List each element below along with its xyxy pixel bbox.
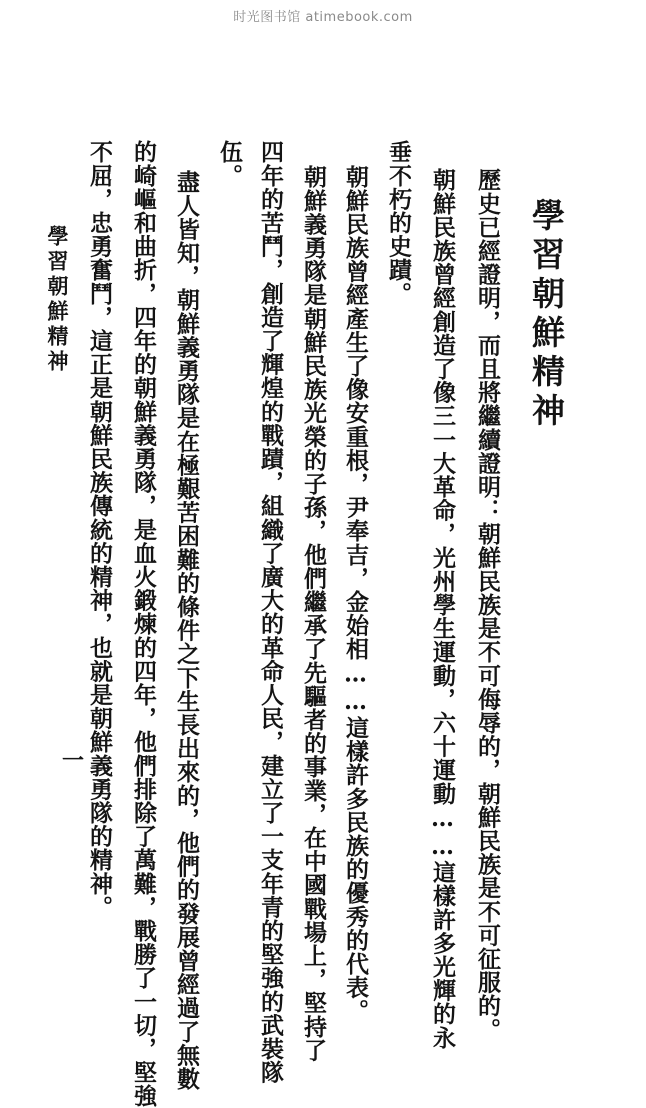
text-column-8: 盡人皆知，朝鮮義勇隊是在極艱苦困難的條件之下生長出來的，他們的發展曾經過了無數 [173,170,200,1091]
text-column-3: 垂不朽的史蹟。 [385,140,412,306]
text-column-2: 朝鮮民族曾經創造了像三一大革命，光州學生運動，六十運動……這樣許多光輝的永 [429,168,456,1050]
running-footer: 學習朝鮮精神 [45,225,70,375]
page-title: 學習朝鮮精神 [527,198,566,432]
text-column-6: 四年的苦鬥，創造了輝煌的戰蹟，組織了廣大的革命人民，建立了一支年青的堅強的武裝隊 [257,140,284,1084]
text-column-10: 不屈，忠勇奮鬥，這正是朝鮮民族傳統的精神，也就是朝鮮義勇隊的精神。 [86,140,113,919]
page-number: 一 [62,748,85,774]
text-column-9: 的崎嶇和曲折，四年的朝鮮義勇隊，是血火鍛煉的四年，他們排除了萬難，戰勝了一切，堅強 [130,140,157,1108]
text-column-1: 歷史已經證明，而且將繼續證明：朝鮮民族是不可侮辱的，朝鮮民族是不可征服的。 [474,168,501,1042]
text-column-5: 朝鮮義勇隊是朝鮮民族光榮的子孫，他們繼承了先驅者的事業，在中國戰場上，堅持了 [300,165,327,1062]
text-column-7: 伍。 [216,140,243,188]
text-column-4: 朝鮮民族曾經產生了像安重根，尹奉吉，金始相……這樣許多民族的優秀的代表。 [342,165,369,1023]
watermark: 时光图书馆 atimebook.com [233,10,413,25]
